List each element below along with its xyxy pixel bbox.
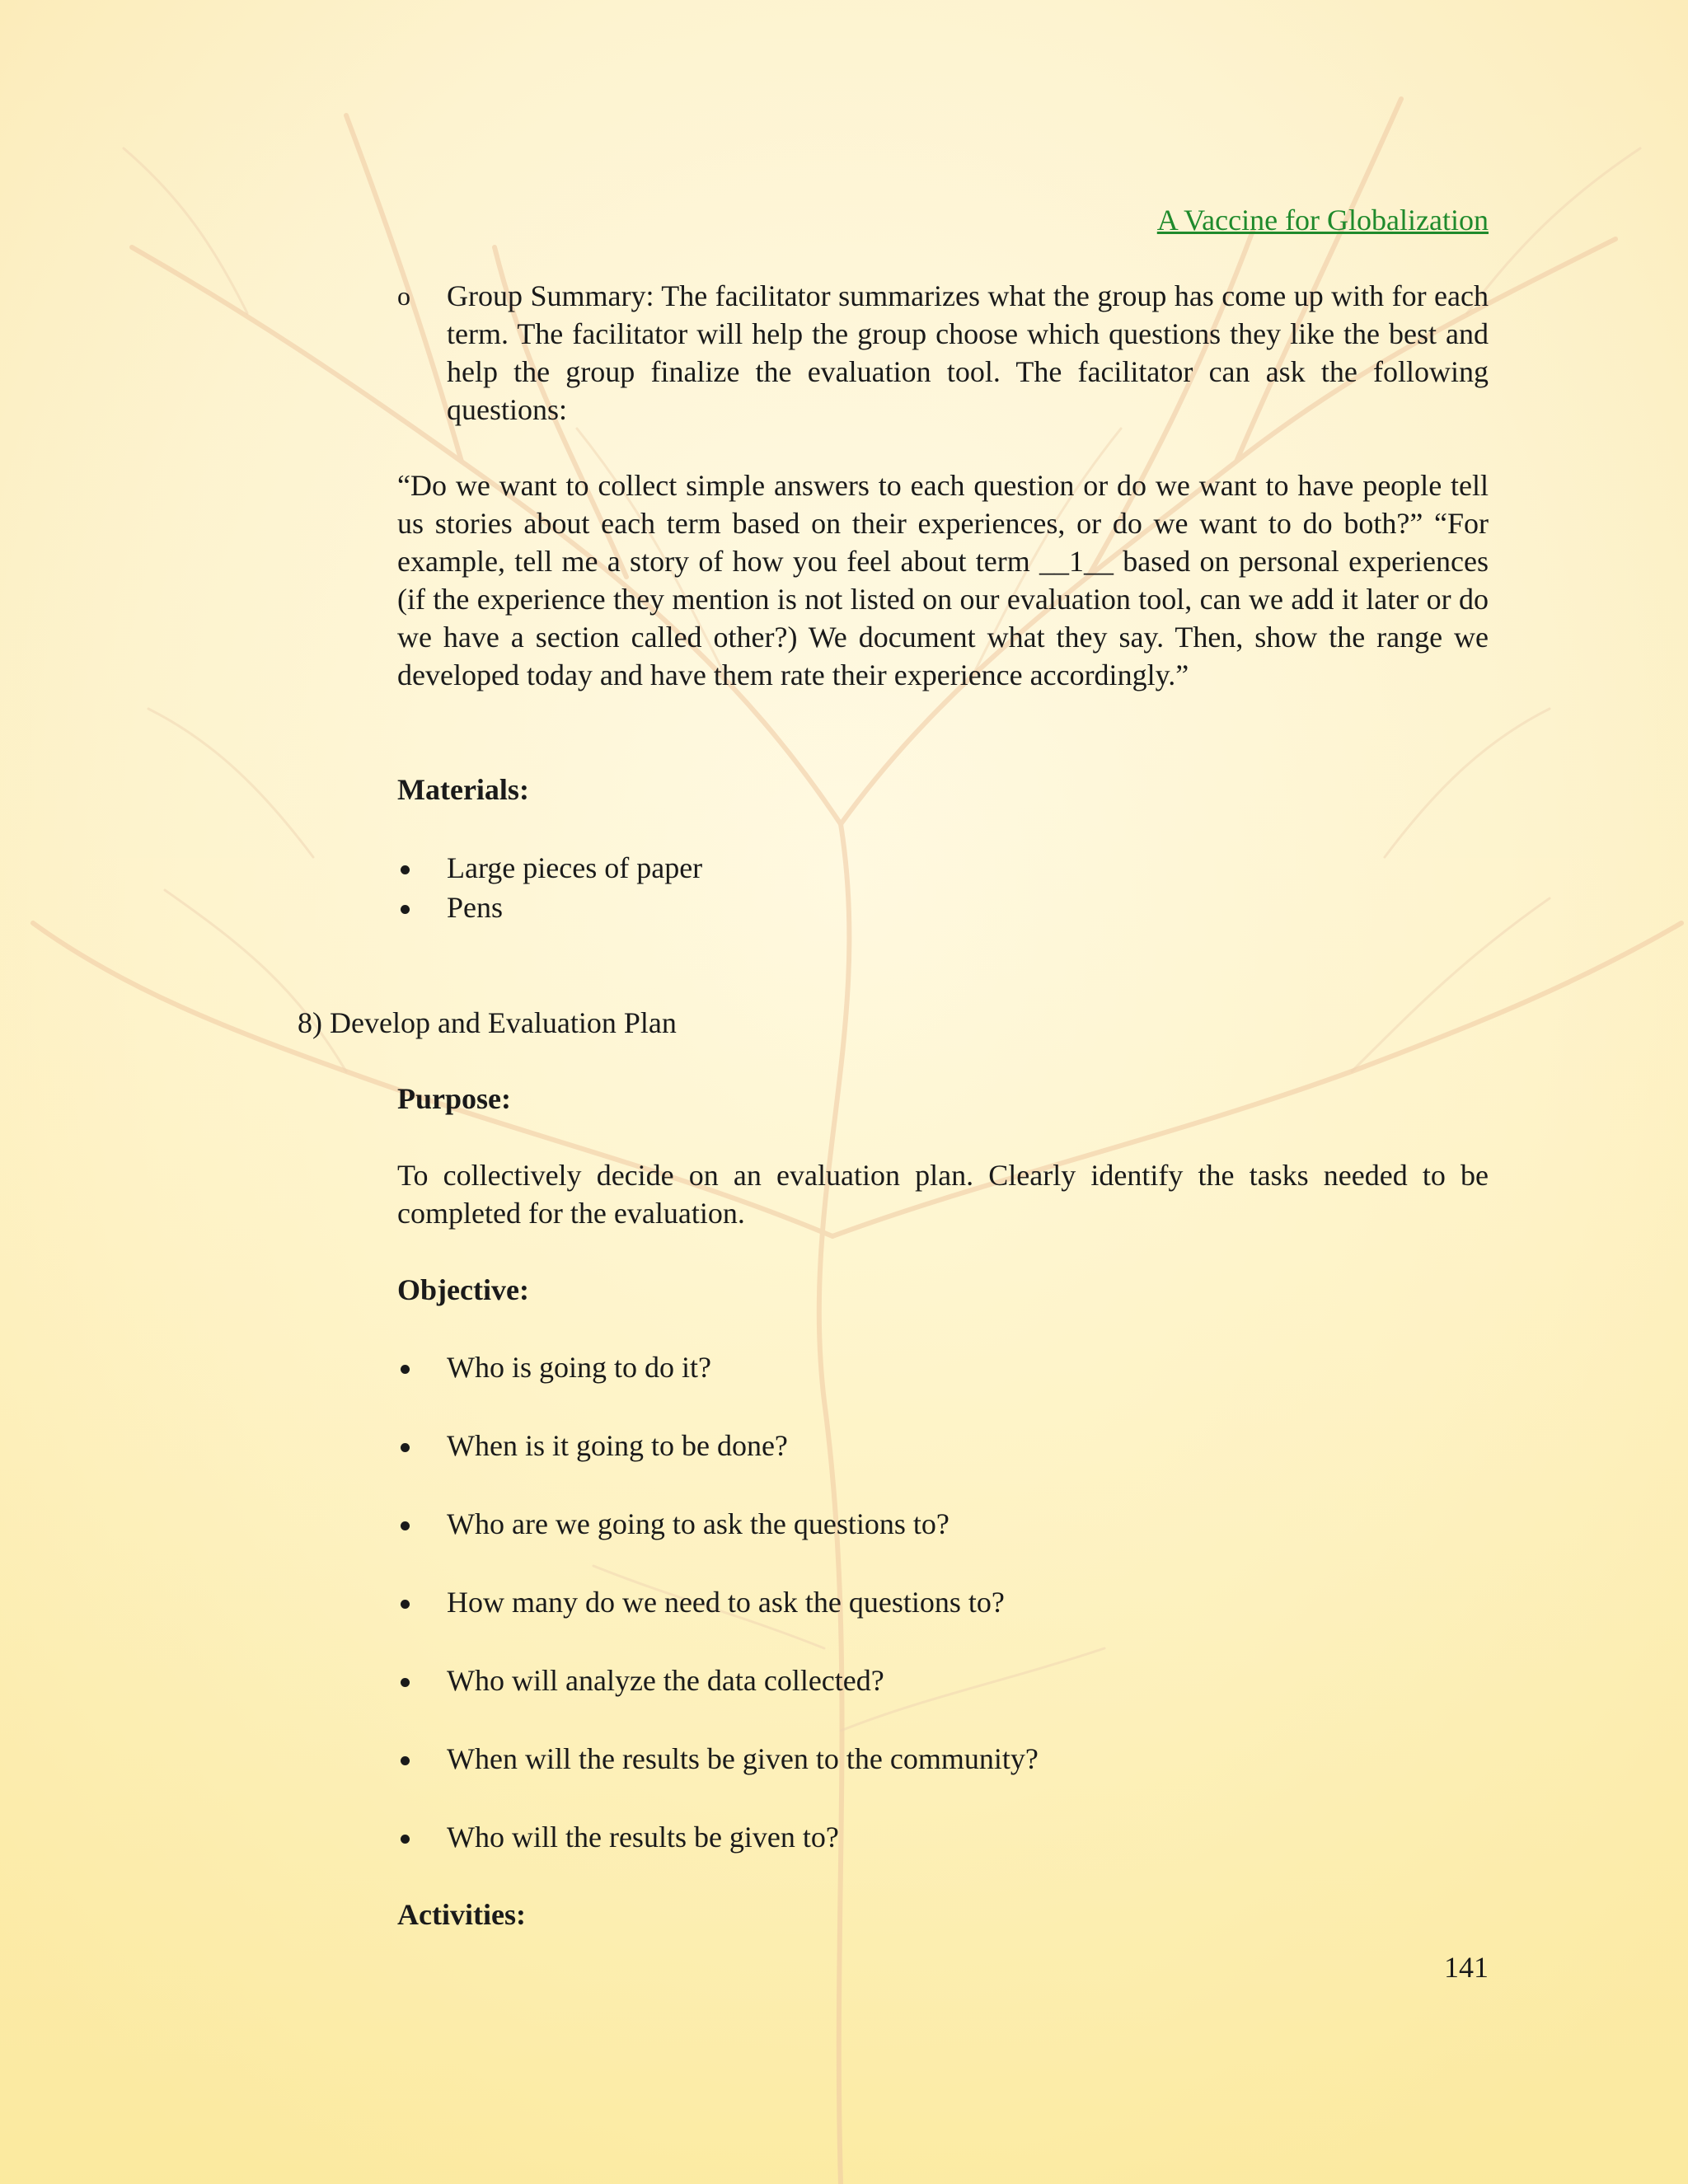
page-number: 141 <box>1444 1951 1489 1984</box>
group-summary-item <box>397 277 1489 429</box>
list-item: When is it going to be done? <box>397 1427 1489 1505</box>
group-summary-text: Group Summary: The facilitator summarizes what the group has come up with for each term. The facilitator will help the group choose which questions they like the best and help the group finalize the evaluation tool. The facilitator can ask the following questions: <box>447 279 1489 426</box>
list-item: How many do we need to ask the questions to? <box>397 1583 1489 1661</box>
list-item: Pens <box>397 888 1489 928</box>
purpose-text: To collectively decide on an evaluation plan. Clearly identify the tasks needed to be completed for the evaluation. <box>397 1159 1489 1230</box>
objective-list <box>397 1348 1489 1896</box>
materials-list <box>397 849 1489 928</box>
section-heading: 8) Develop and Evaluation Plan <box>298 1006 677 1039</box>
objective-heading: Objective: <box>397 1273 529 1306</box>
facilitator-questions-quote: “Do we want to collect simple answers to each question or do we want to have people tell us stories about each term based on their experiences, or do we want to do both?” “For example, tell me a story of how you feel about term __1__ based on personal experiences (if the experience they mention is not listed on our evaluation tool, can we add it later or do we have a section called other?) We document what they say. Then, show the range we developed today and have them rate their experience accordingly.” <box>397 469 1489 691</box>
list-item: Large pieces of paper <box>397 849 1489 888</box>
list-item: Who will the results be given to? <box>397 1818 1489 1896</box>
purpose-heading: Purpose: <box>397 1082 511 1115</box>
running-title: A Vaccine for Globalization <box>1156 204 1489 237</box>
list-item: Who are we going to ask the questions to? <box>397 1505 1489 1583</box>
activities-heading: Activities: <box>397 1898 526 1931</box>
materials-heading: Materials: <box>397 773 529 806</box>
list-item: Who will analyze the data collected? <box>397 1661 1489 1740</box>
list-item: When will the results be given to the community? <box>397 1740 1489 1818</box>
list-item: Who is going to do it? <box>397 1348 1489 1427</box>
hollow-bullet-marker: o <box>397 281 410 311</box>
